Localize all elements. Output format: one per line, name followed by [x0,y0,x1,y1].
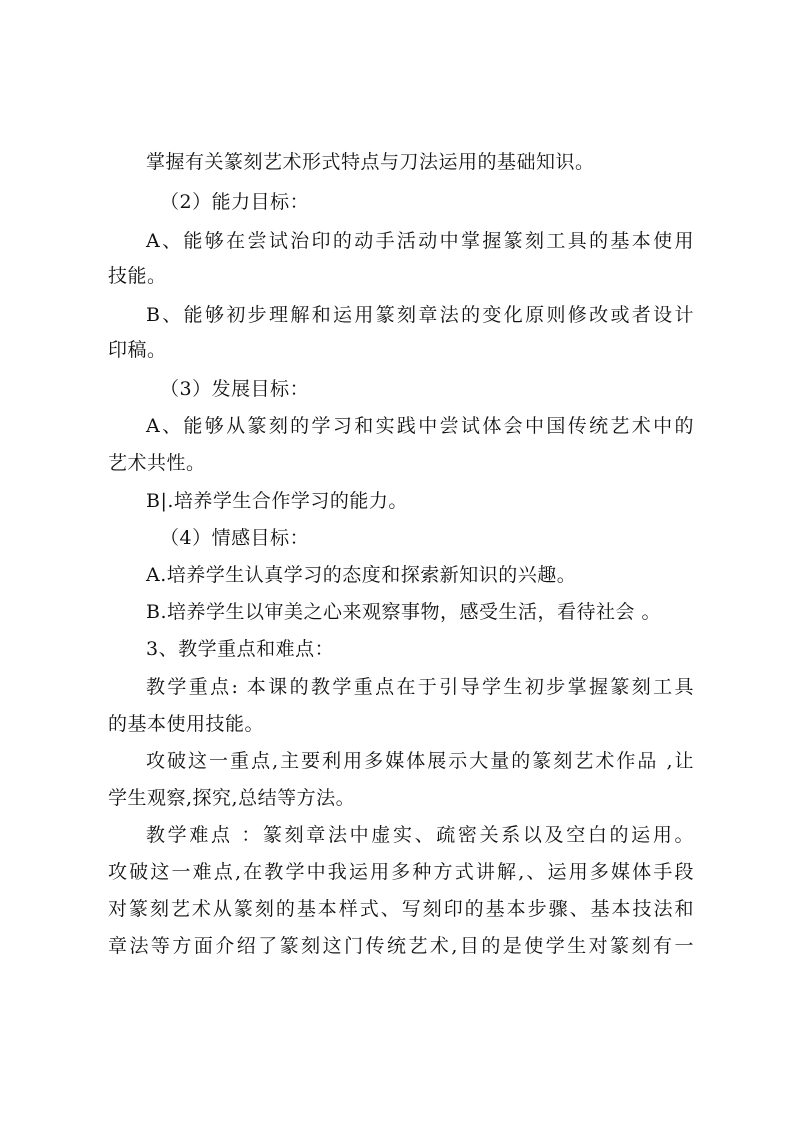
paragraph-line: 掌握有关篆刻艺术形式特点与刀法运用的基础知识。 [146,151,595,173]
paragraph-line: 对篆刻艺术从篆刻的基本样式、写刻印的基本步骤、基本技法和 [108,898,694,920]
paragraph-line: 艺术共性。 [108,452,206,474]
paragraph-line: 教学难点 ：篆刻章法中虚实、疏密关系以及空白的运用。 [146,824,694,846]
section-heading-key-points: 3、教学重点和难点： [146,638,335,660]
paragraph-line: 教学重点: 本课的教学重点在于引导学生初步掌握篆刻工具 [146,676,694,698]
paragraph-line: B|.培养学生合作学习的能力。 [146,490,408,512]
section-heading-development-goal: （3）发展目标： [160,378,310,400]
paragraph-line: 章法等方面介绍了篆刻这门传统艺术,目的是使学生对篆刻有一 [108,935,694,957]
paragraph-line: A.培养学生认真学习的态度和探索新知识的兴趣。 [146,564,577,586]
paragraph-line: B、能够初步理解和运用篆刻章法的变化原则修改或者设计 [146,304,694,326]
paragraph-line: A、能够在尝试治印的动手活动中掌握篆刻工具的基本使用 [146,230,694,252]
paragraph-line: 攻破这一难点,在教学中我运用多种方式讲解,、运用多媒体手段 [108,861,694,883]
section-heading-ability-goal: （2）能力目标： [160,191,310,213]
paragraph-line: 印稿。 [108,339,167,361]
paragraph-line: 学生观察,探究,总结等方法。 [108,787,356,809]
paragraph-line: A、能够从篆刻的学习和实践中尝试体会中国传统艺术中的 [146,415,694,437]
paragraph-line: 的基本使用技能。 [108,713,265,735]
paragraph-line: B.培养学生以审美之心来观察事物，感受生活，看待社会 。 [146,601,662,623]
section-heading-emotion-goal: （4）情感目标： [160,527,310,549]
paragraph-line: 攻破这一重点,主要利用多媒体展示大量的篆刻艺术作品 ,让 [146,750,694,772]
paragraph-line: 技能。 [108,265,167,287]
